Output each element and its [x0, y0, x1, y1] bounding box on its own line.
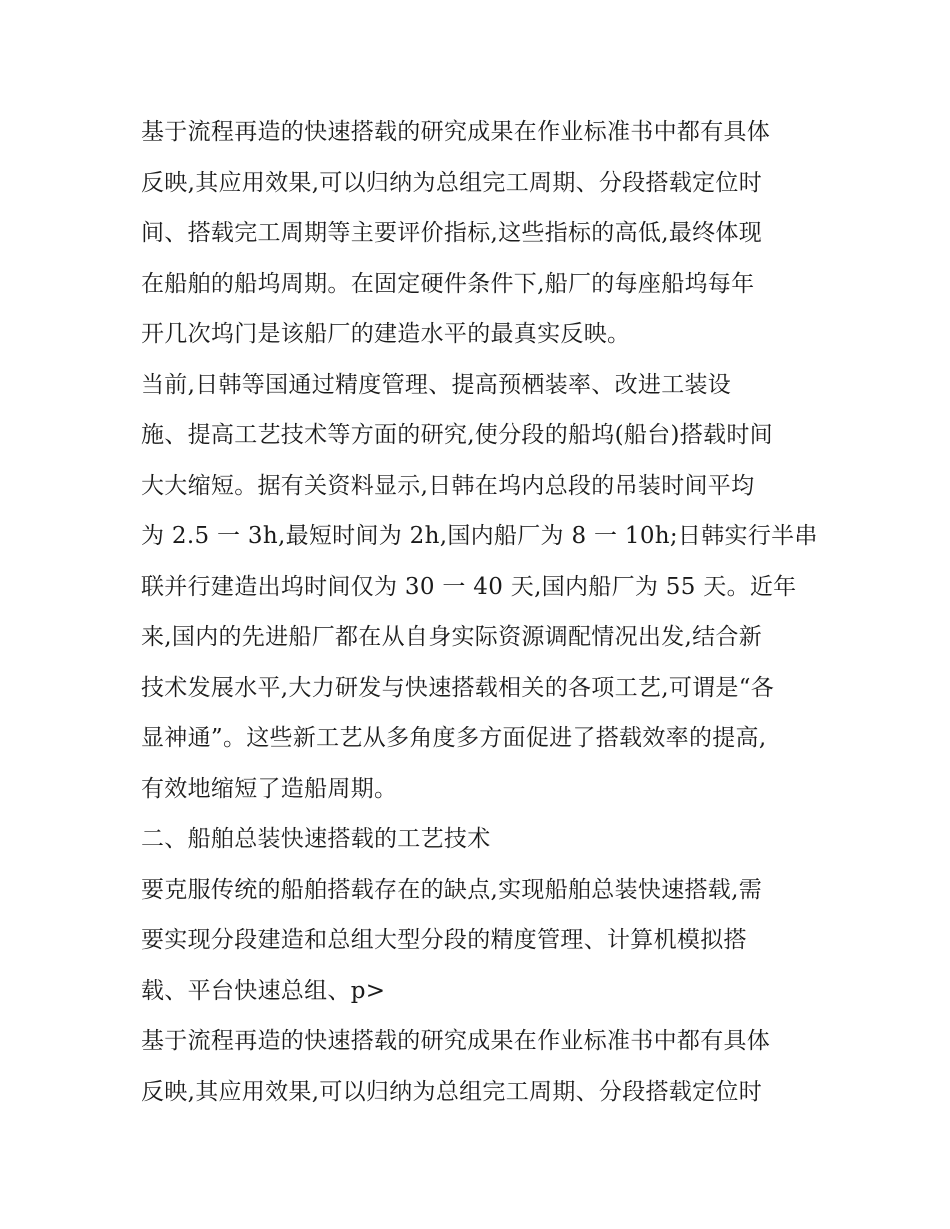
section-heading: 二、船舶总装快速搭载的工艺技术	[141, 826, 491, 852]
text-line: 要实现分段建造和总组大型分段的精度管理、计算机模拟搭	[141, 927, 747, 953]
text-line: 基于流程再造的快速搭载的研究成果在作业标准书中都有具体	[141, 1028, 771, 1054]
text-line: 反映,其应用效果,可以归纳为总组完工周期、分段搭载定位时	[141, 169, 763, 196]
text-line: 当前,日韩等国通过精度管理、提高预栖装率、改进工装设	[141, 371, 732, 398]
text-line: 反映,其应用效果,可以归纳为总组完工周期、分段搭载定位时	[141, 1078, 763, 1105]
text-line: 载、平台快速总组、p>	[141, 977, 386, 1004]
text-line: 要克服传统的船舶搭载存在的缺点,实现船舶总装快速搭载,需	[141, 876, 763, 903]
text-line: 大大缩短。据有关资料显示,日韩在坞内总段的吊装时间平均	[141, 472, 755, 499]
text-line: 为 2.5 一 3h,最短时间为 2h,国内船厂为 8 一 10h;日韩实行半串	[141, 523, 818, 549]
text-line: 联并行建造出坞时间仅为 30 一 40 天,国内船厂为 55 天。近年	[141, 573, 797, 600]
text-line: 技术发展水平,大力研发与快速搭载相关的各项工艺,可谓是“各	[141, 674, 775, 701]
text-line: 有效地缩短了造船周期。	[141, 775, 398, 802]
text-line: 来,国内的先进船厂都在从自身实际资源调配情况出发,结合新	[141, 624, 763, 650]
text-line: 间、搭载完工周期等主要评价指标,这些指标的高低,最终体现	[141, 220, 763, 246]
text-line: 显神通”。这些新工艺从多角度多方面促进了搭载效率的提高,	[141, 725, 767, 751]
text-line: 基于流程再造的快速搭载的研究成果在作业标准书中都有具体	[141, 119, 771, 145]
document-body	[141, 107, 821, 1117]
text-line: 施、提高工艺技术等方面的研究,使分段的船坞(船台)搭载时间	[141, 422, 773, 448]
text-line: 开几次坞门是该船厂的建造水平的最真实反映。	[141, 321, 631, 347]
text-line: 在船舶的船坞周期。在固定硬件条件下,船厂的每座船坞每年	[141, 270, 755, 297]
